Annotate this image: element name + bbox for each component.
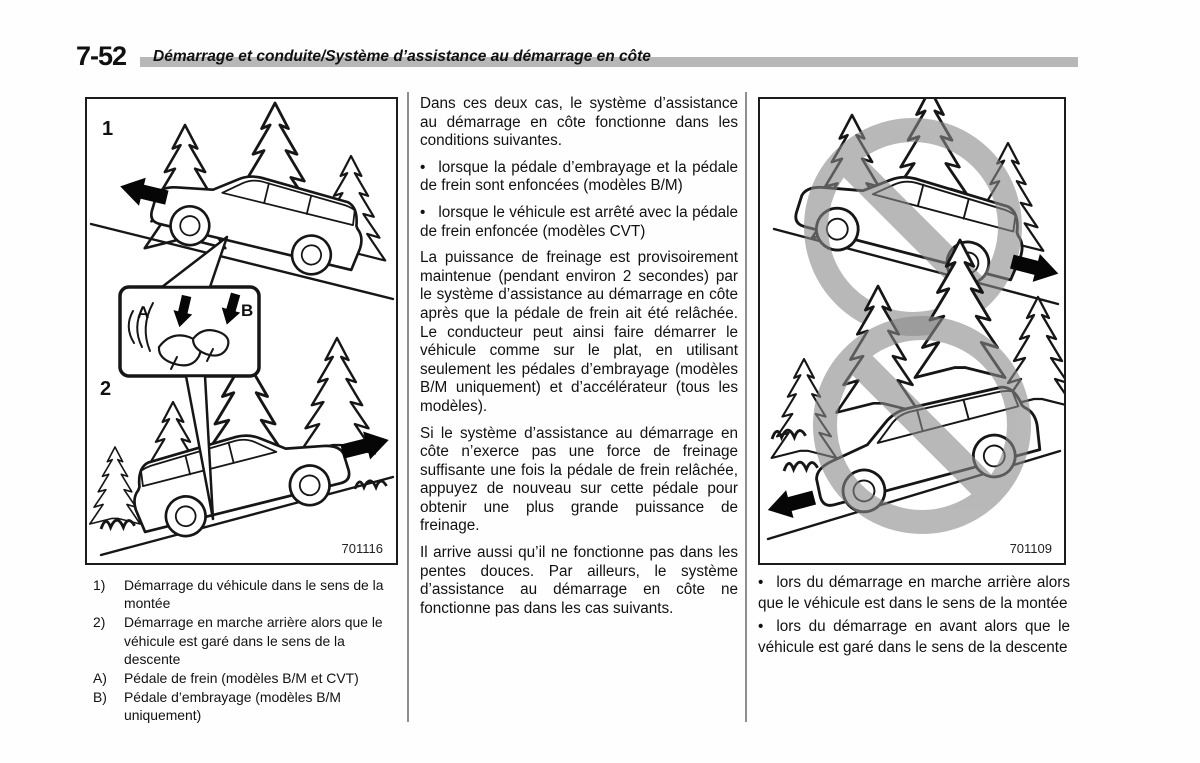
figure-code-right: 701109 [1009,541,1052,556]
scene-reverse-uphill-prohibited [774,99,1062,324]
bullet-text: lorsque le véhicule est arrêté avec la pédale de frein enfoncée (modèles CVT) [420,203,738,240]
legend-text: Pédale de frein (modèles B/M et CVT) [124,670,359,687]
legend-item-b [93,688,399,724]
scene1-number: 1 [102,118,114,140]
bullet-text: lorsque la pédale d’embrayage et la pédale de frein sont enfoncées (modèles B/M) [420,158,738,195]
prohibited-illustration [760,99,1064,563]
paragraph-not-working: Il arrive aussi qu’il ne fonctionne pas dans les pentes douces. Par ailleurs, le système d’assistance au démarrage en côte ne fonctionne pas dans les cas suivants. [420,544,738,617]
bullet-glyph: • [420,203,426,221]
arrow-down-left [764,484,818,524]
legend-key: 2) [93,614,106,631]
legend-item-1 [93,576,399,612]
pedal-label-b: B [241,301,254,320]
figure-prohibited-scenes [758,97,1066,565]
hill-start-illustration [87,99,396,563]
bullet-item [420,204,738,241]
paragraph-conditions: Dans ces deux cas, le système d’assistance au démarrage en côte fonctionne dans les conditions suivantes. [420,95,738,150]
legend-item-2 [93,613,399,668]
bullet-item [420,159,738,196]
scene2-number: 2 [100,378,112,400]
paragraph-press-again: Si le système d’assistance au démarrage en côte n’exerce pas une force de freinage suffisante une fois la pédale de frein relâchée, appuyez de nouveau sur cette pédale pour obtenir une plus grande puissance de freinage. [420,424,738,535]
figure-legend [93,576,399,726]
body-text-column [420,95,738,626]
figure-code-left: 701116 [341,541,383,556]
bullet-glyph: • [420,158,426,176]
scene-forward-downhill-prohibited [764,240,1064,539]
bullet-text: lors du démarrage en marche arrière alors que le véhicule est dans le sens de la montée [758,574,1070,612]
bullet-glyph: • [758,574,764,591]
pedal-label-a: A [137,303,150,322]
bullet-glyph: • [758,618,764,636]
figure-hill-start-scenes [85,97,398,565]
header-title: Démarrage et conduite/Système d’assistance au démarrage en côte [153,48,651,65]
legend-text: Pédale d’embrayage (modèles B/M uniquement) [124,689,341,724]
bullet-item [758,573,1070,614]
column-divider-right [745,92,747,722]
bullet-text: lors du démarrage en avant alors que le véhicule est garé dans le sens de la descente [758,618,1070,656]
bullet-item [758,617,1070,658]
paragraph-brake-hold: La puissance de freinage est provisoirement maintenue (pendant environ 2 secondes) par le système d’assistance au démarrage en côte après que la pédale de frein ait été relâchée. Le conducteur peut ainsi faire démarrer le véhicule comme sur le plat, en utilisant seulement les pédales d’embrayage (modèles B/M uniquement) et d’accélérateur (tous les modèles). [420,249,738,415]
legend-key: A) [93,670,107,687]
column-divider-left [407,92,409,722]
legend-item-a [93,669,399,687]
page-number: 7-52 [76,41,127,71]
prohibited-cases-column [758,573,1070,661]
legend-key: B) [93,689,107,706]
legend-text: Démarrage en marche arrière alors que le véhicule est garé dans le sens de la descente [124,614,383,667]
legend-key: 1) [93,577,106,593]
scene-uphill-forward [91,103,393,299]
legend-text: Démarrage du véhicule dans le sens de la montée [124,577,384,612]
